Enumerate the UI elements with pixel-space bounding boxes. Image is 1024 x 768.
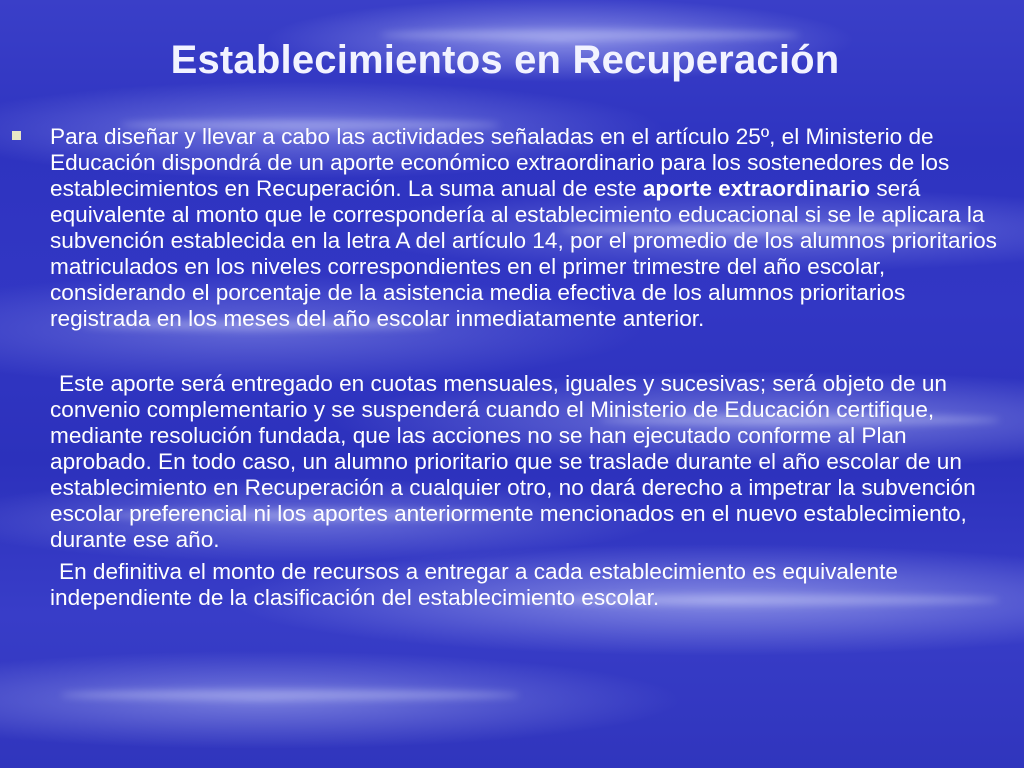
- paragraph-cuotas-mensuales: Este aporte será entregado en cuotas mensuales, iguales y sucesivas; será objeto de un convenio complementario y se suspenderá cuando el Ministerio de Educación certifique, mediante resolución fundada, que las acciones no se han ejecutado conforme al Plan aprobado. En todo caso, un alumno prioritario que se traslade durante el año escolar de un establecimiento en Recuperación a cualquier otro, no dará derecho a impetrar la subvención escolar preferencial ni los aportes anteriormente mencionados en el nuevo establecimiento, durante ese año.: [50, 371, 976, 552]
- slide-title: Establecimientos en Recuperación: [170, 38, 840, 82]
- slide-body: [50, 124, 1012, 611]
- background-streak: [60, 690, 520, 700]
- paragraph-aporte-extraordinario: [50, 124, 1012, 332]
- bold-term: aporte extraordinario: [642, 176, 871, 201]
- paragraph-text: Para diseñar y llevar a cabo las actividades señaladas en el artículo 25º, el Ministerio de Educación dispondrá de un aporte económico extraordinario para los sostenedores de los establecimientos en Recuperación. La suma anual de este: [50, 124, 950, 201]
- paragraph-text: será equivalente al monto que le correspondería al establecimiento educacional si se le aplicara la subvención establecida en la letra A del artículo 14, por el promedio de los alumnos prioritarios matriculados en los niveles correspondientes en el primer trimestre del año escolar, considerando el porcentaje de la asistencia media efectiva de los alumnos prioritarios registrada en los meses del año escolar inmediatamente anterior.: [50, 176, 997, 331]
- square-bullet-icon: [12, 131, 21, 140]
- paragraph-conclusion: En definitiva el monto de recursos a entregar a cada establecimiento es equivalente independiente de la clasificación del establecimiento escolar.: [50, 559, 898, 610]
